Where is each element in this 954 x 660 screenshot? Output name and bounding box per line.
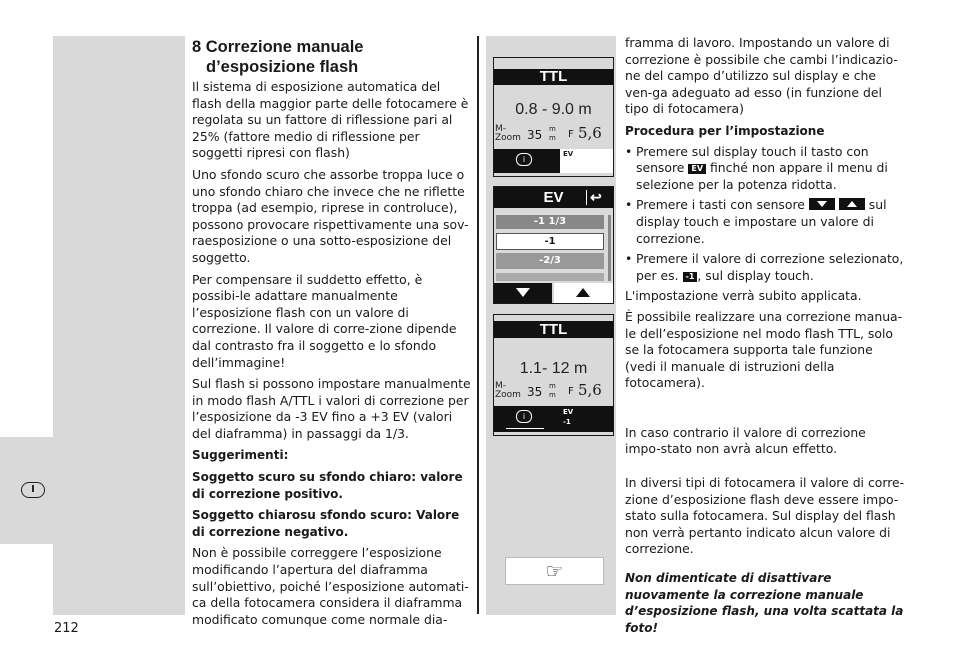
paragraph: È possibile realizzare una correzione manua-le dell’esposizione nel modo flash TTL, solo se la fotocamera supporta tale funzione (vedi il manuale di istruzioni della fotocamera). [625,308,903,391]
ev-value: -1 [563,418,571,426]
info-icon[interactable]: i [516,410,532,423]
list-item: • Premere il valore di correzione selezionato, per es. -1 , sul display touch. [625,251,905,284]
f-label: F [568,386,574,397]
zoom-row [494,380,613,406]
up-button[interactable] [552,283,613,303]
margin-gray-strip [53,36,185,615]
procedure-steps [625,144,905,285]
flash-display-ev-menu [493,186,614,304]
zoom-label: Zoom [495,390,521,400]
list-item: • Premere i tasti con sensore sul display touch e impostare un valore di correzione. [625,197,905,247]
underline-marker [506,428,544,430]
paragraph: L'impostazione verrà subito applicata. [625,288,862,304]
paragraph: Uno sfondo scuro che assorbe troppa luce o uno sfondo chiaro che invece che ne riflette troppa (ad esempio, riprese in controluce), possono provocare rispettivamente una sov-raesposizione o una sotto-esposizione del soggetto. [192,166,469,265]
back-icon[interactable]: ↩ [590,189,602,205]
ev-option[interactable]: -2/3 [496,253,604,269]
column-divider [477,36,479,614]
reminder-note: Non dimenticate di disattivare nuovamente la correzione manuale d’esposizione flash, una volta scattata la foto! [625,571,904,635]
zoom-value: 35 [527,128,543,142]
language-badge: I [21,482,45,498]
minus-one-symbol: -1 [683,272,698,282]
paragraph: In diversi tipi di fotocamera il valore di corre-zione d’esposizione flash deve essere impo-stato sulla fotocamera. Sul display del flash non verrà pertanto indicato alcun valore di correzione. [625,475,905,557]
list-item: • Premere sul display touch il tasto con sensore EV finché non appare il menu di selezione per la potenza ridotta. [625,144,905,194]
zoom-label: M- [495,381,507,391]
arrow-up-key-icon [839,198,865,210]
arrow-up-icon [576,288,590,297]
range-readout: 1.1- 12 m [519,360,588,377]
hand-pointer-icon: ☞ [505,557,604,585]
bottom-row [494,406,613,432]
ev-option-selected[interactable]: -1 [496,233,604,250]
down-button[interactable] [494,283,552,303]
section-title [192,37,363,77]
zoom-unit: m [549,391,556,399]
paragraph: In caso contrario il valore di correzione impo-stato non avrà alcun effetto. [625,424,866,457]
aperture-value: 5,6 [578,124,602,142]
zoom-unit: m [549,134,556,142]
left-column [192,79,472,633]
ev-button[interactable]: EV -1 [560,406,613,432]
title-line-1: 8 Correzione manuale [192,38,364,56]
paragraph: Non è possibile correggere l’esposizione modificando l’apertura del diaframma sull’obiettivo, poiché l’esposizione automati-ca della fotocamera considera il diaframma modificato comunque come normale dia- [192,545,469,627]
bottom-row [494,149,613,173]
range-readout: 0.8 - 9.0 m [515,101,592,118]
ev-key-symbol: EV [688,164,706,174]
zoom-unit: m [549,382,556,390]
paragraph: Sul flash si possono impostare manualmente in modo flash A/TTL i valori di correzione per l’esposizione da -3 EV fino a +3 EV (valori del diaframma) in passaggi da 1/3. [192,376,471,441]
zoom-unit: m [549,125,556,133]
arrow-row [494,283,613,303]
mode-bar: TTL [494,69,613,85]
flash-display-ttl-corrected [493,314,614,436]
arrow-down-key-icon [809,198,835,210]
zoom-label: Zoom [495,133,521,143]
paragraph: Per compensare il suddetto effetto, è possibi-le adattare manualmente l’esposizione flash con un valore di correzione. Il valore di corre-zione dipende dal contrasto fra il soggetto e lo sfondo dell’immagine! [192,271,457,370]
suggestions-heading: Suggerimenti: [192,448,289,463]
mode-bar: EV ↩ [494,187,613,208]
zoom-label: M- [495,124,507,134]
zoom-value: 35 [527,385,543,399]
f-label: F [568,129,574,140]
info-icon[interactable]: i [516,153,532,166]
ev-button[interactable]: EV [560,149,613,173]
scrollbar[interactable] [608,215,611,281]
zoom-row [494,123,613,149]
page-number: 212 [54,621,79,636]
ev-option-list [494,215,613,283]
aperture-value: 5,6 [578,381,602,399]
arrow-down-icon [516,288,530,297]
paragraph: framma di lavoro. Impostando un valore di correzione è possibile che cambi l’indicazio-ne del campo d’utilizzo sul display e che ven-ga adeguato ad esso (in funzione del tipo di fotocamera) [625,35,898,117]
suggestion: Soggetto scuro su sfondo chiaro: valore di correzione positivo. [192,470,463,501]
title-line-2: d’esposizione flash [206,58,359,76]
mode-bar: TTL [494,321,613,338]
ev-option[interactable]: -1 1/3 [496,215,604,229]
paragraph: Il sistema di esposizione automatica del flash della maggior parte delle fotocamere è regolata su un fattore di riflessione pari al 25% (fattore medio di riflessione per soggetti ripresi con flash) [192,79,469,161]
flash-display-ttl [493,57,614,177]
suggestion: Soggetto chiarosu sfondo scuro: Valore di correzione negativo. [192,508,460,539]
procedure-heading: Procedura per l’impostazione [625,123,825,138]
right-column [625,35,905,640]
